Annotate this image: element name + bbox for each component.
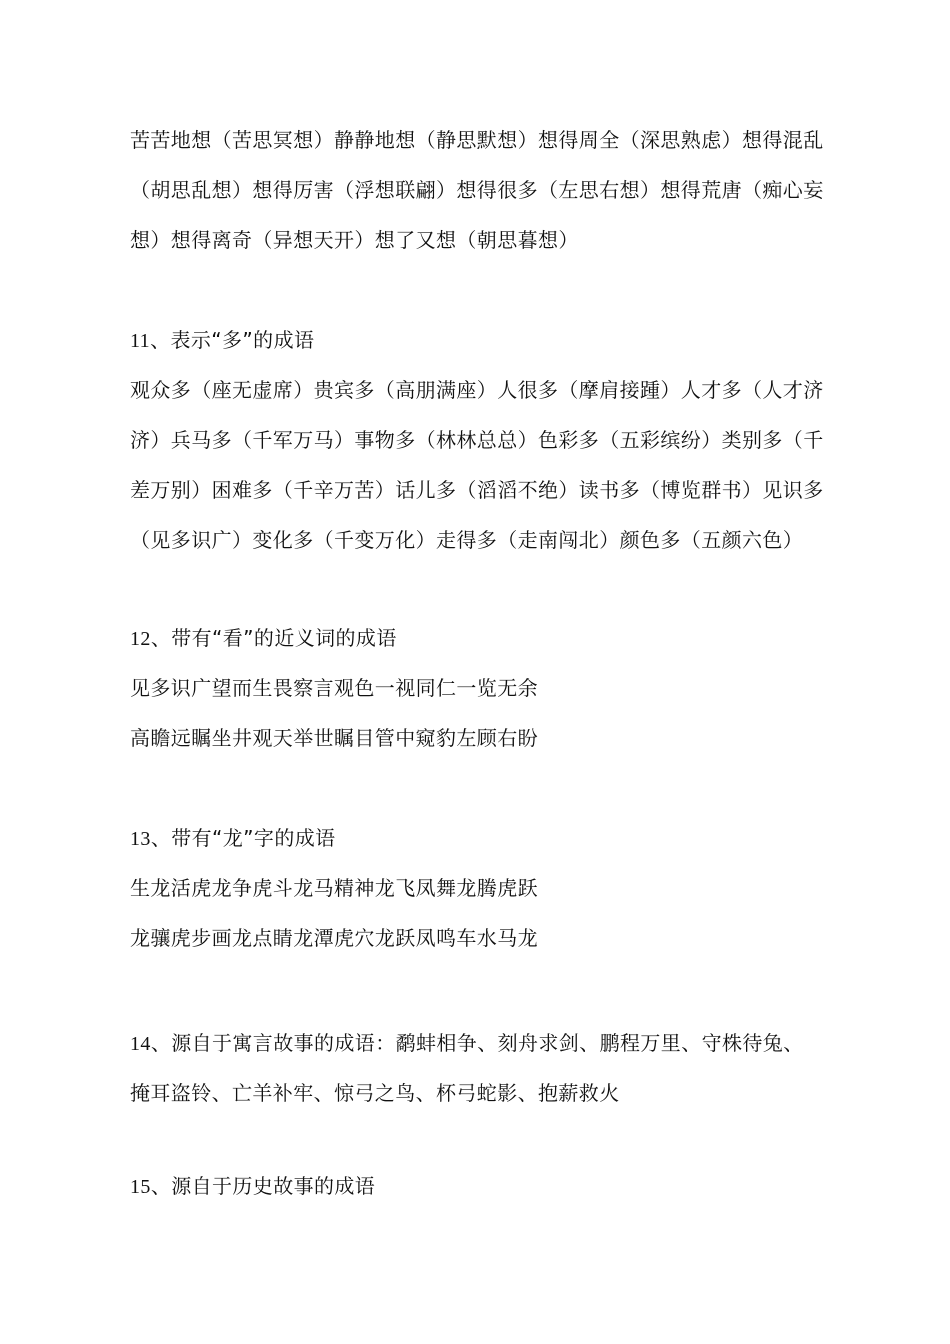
section-12-heading [130, 626, 397, 651]
section-11-title: 、表示“多”的成语 [150, 328, 315, 352]
section-11-number: 11 [130, 330, 151, 352]
section-13-line-2: 龙骧虎步画龙点睛龙潭虎穴龙跃凤鸣车水马龙 [130, 926, 538, 950]
section-12-number: 12 [130, 628, 151, 650]
section-12-title: 、带有“看”的近义词的成语 [150, 626, 397, 650]
section-11-line-1: 观众多（座无虚席）贵宾多（高朋满座）人很多（摩肩接踵）人才多（人才济 [130, 378, 824, 402]
section-13-title: 、带有“龙”字的成语 [150, 826, 336, 850]
section-15-number: 15 [130, 1176, 151, 1198]
section-11-line-2: 济）兵马多（千军万马）事物多（林林总总）色彩多（五彩缤纷）类别多（千 [130, 428, 824, 452]
section-12-line-2: 高瞻远瞩坐井观天举世瞩目管中窥豹左顾右盼 [130, 726, 538, 750]
section-11-line-3: 差万别）困难多（千辛万苦）话儿多（滔滔不绝）读书多（博览群书）见识多 [130, 478, 824, 502]
think-idioms-line-3: 想）想得离奇（异想天开）想了又想（朝思暮想） [130, 228, 579, 252]
section-13-heading [130, 826, 336, 851]
section-11-heading [130, 328, 314, 353]
section-14-number: 14 [130, 1033, 151, 1055]
section-13-line-1: 生龙活虎龙争虎斗龙马精神龙飞凤舞龙腾虎跃 [130, 876, 538, 900]
section-15-title: 、源自于历史故事的成语 [150, 1174, 376, 1198]
section-15-heading [130, 1174, 375, 1199]
section-14-heading [130, 1031, 804, 1056]
section-13-number: 13 [130, 828, 151, 850]
section-12-line-1: 见多识广望而生畏察言观色一视同仁一览无余 [130, 676, 538, 700]
section-14-line-1: 掩耳盗铃、亡羊补牢、惊弓之鸟、杯弓蛇影、抱薪救火 [130, 1081, 620, 1105]
think-idioms-line-2: （胡思乱想）想得厉害（浮想联翩）想得很多（左思右想）想得荒唐（痴心妄 [130, 178, 824, 202]
section-11-line-4: （见多识广）变化多（千变万化）走得多（走南闯北）颜色多（五颜六色） [130, 528, 804, 552]
think-idioms-line-1: 苦苦地想（苦思冥想）静静地想（静思默想）想得周全（深思熟虑）想得混乱 [130, 128, 824, 152]
section-14-title: 、源自于寓言故事的成语：鹬蚌相争、刻舟求剑、鹏程万里、守株待兔、 [150, 1031, 804, 1055]
